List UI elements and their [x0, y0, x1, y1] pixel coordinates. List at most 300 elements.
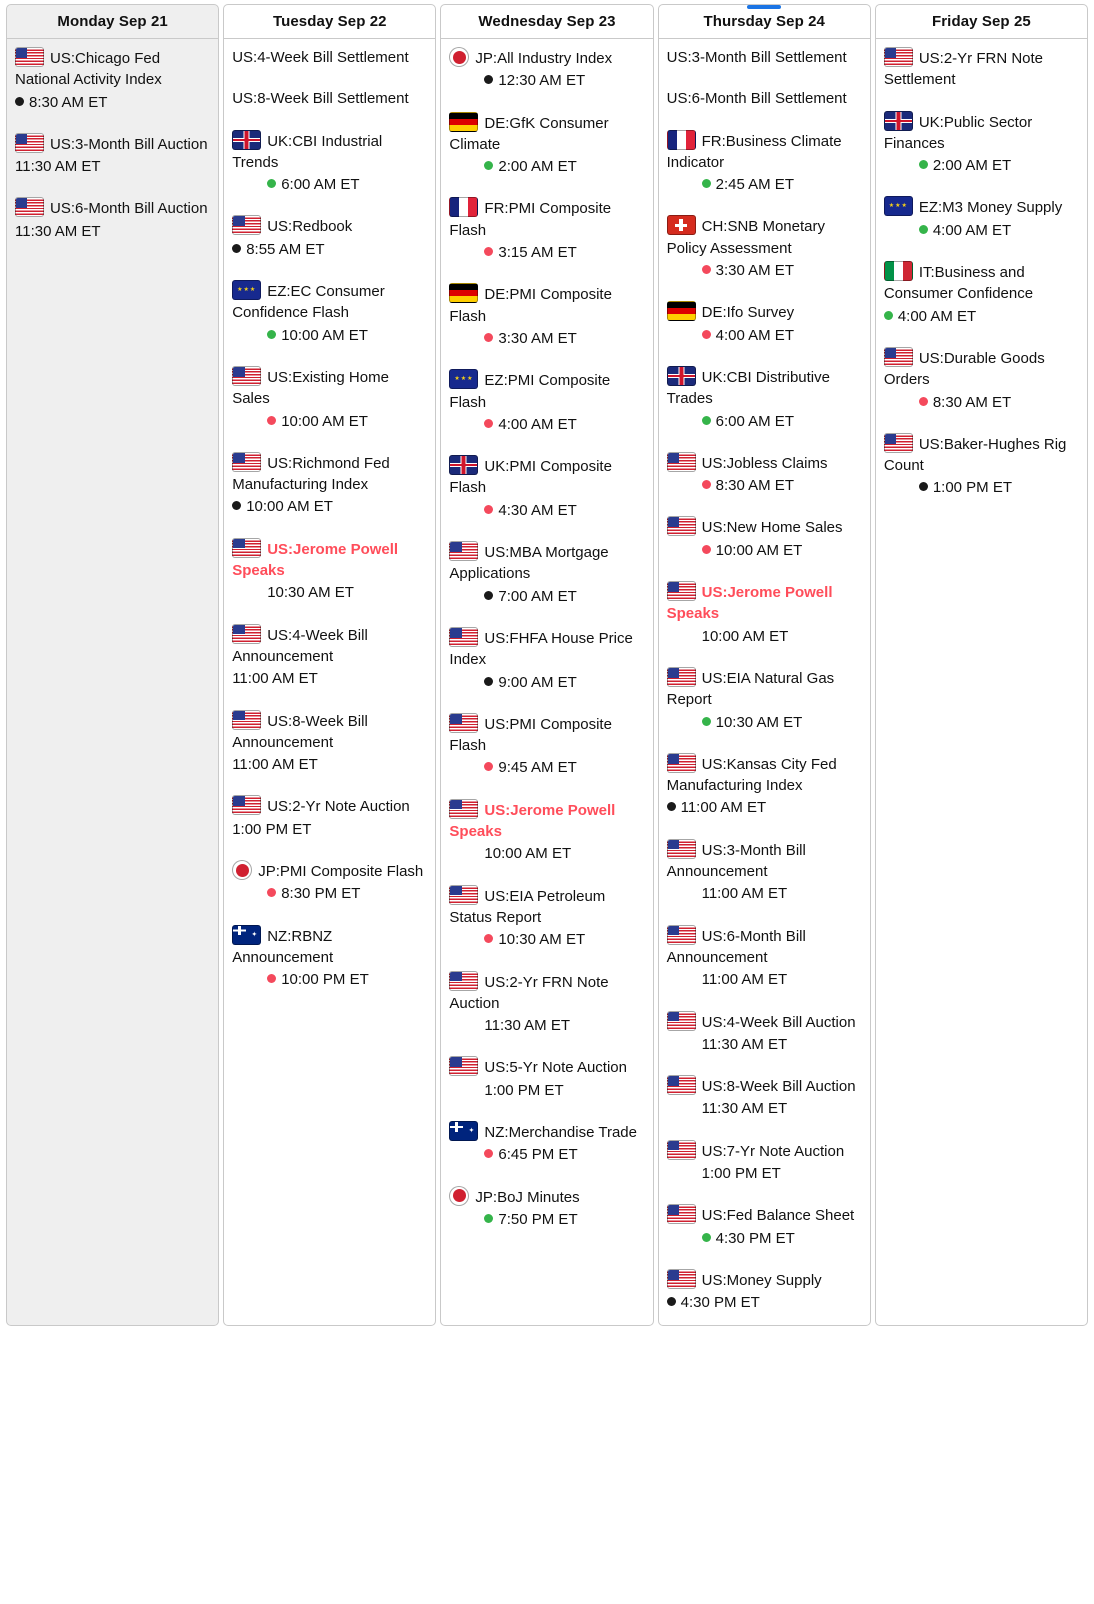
event-time: [667, 411, 862, 432]
event-title-row: [449, 971, 644, 1015]
event-time: [667, 475, 862, 496]
calendar-event[interactable]: [232, 88, 427, 109]
event-time: [449, 1080, 644, 1101]
event-time-text: 8:30 AM ET: [715, 477, 794, 495]
event-title-row: [884, 47, 1079, 91]
impact-dot-icon: [919, 160, 928, 169]
impact-dot-icon: [267, 330, 276, 339]
flag-icon-us: [667, 839, 696, 859]
event-time: [884, 477, 1079, 498]
calendar-event[interactable]: [667, 667, 862, 733]
flag-icon-fr: [449, 197, 478, 217]
flag-icon-jp: [449, 47, 469, 67]
event-title-row: [449, 1121, 644, 1143]
event-title-row: [449, 627, 644, 671]
flag-icon-us: [667, 452, 696, 472]
impact-dot-icon: [702, 1233, 711, 1242]
event-title-row: [232, 860, 427, 882]
flag-icon-de: [449, 283, 478, 303]
event-time: [449, 1144, 644, 1165]
event-title: US:PMI Composite Flash: [449, 715, 612, 755]
calendar-event[interactable]: [667, 1075, 862, 1120]
event-time: [667, 883, 862, 904]
event-title: US:4-Week Bill Settlement: [232, 49, 409, 66]
calendar-event[interactable]: [667, 130, 862, 196]
event-title: US:6-Month Bill Settlement: [666, 90, 847, 108]
calendar-event[interactable]: [449, 1186, 644, 1231]
calendar-event[interactable]: [884, 47, 1079, 91]
event-title: US:2-Yr Note Auction: [267, 798, 410, 816]
event-time: [232, 668, 427, 689]
calendar-event[interactable]: [232, 215, 427, 260]
event-time-text: 12:30 AM ET: [498, 72, 586, 90]
event-time-text: 10:00 PM ET: [281, 971, 369, 989]
calendar-event[interactable]: [232, 366, 427, 432]
event-time: [884, 392, 1079, 413]
event-title: US:Money Supply: [701, 1271, 822, 1289]
event-title: US:7-Yr Note Auction: [701, 1142, 845, 1160]
event-time-text: 3:30 AM ET: [498, 329, 577, 347]
event-title-row: [667, 1269, 862, 1291]
event-title: US:Kansas City Fed Manufacturing Index: [666, 755, 837, 795]
flag-icon-us: [232, 795, 261, 815]
calendar-event[interactable]: [232, 280, 427, 346]
event-time-text: 2:45 AM ET: [715, 176, 794, 194]
calendar-event[interactable]: [449, 971, 644, 1037]
event-title-row: [884, 111, 1079, 155]
event-time-text: 10:00 AM ET: [281, 412, 368, 430]
flag-icon-uk: [884, 111, 913, 131]
event-time: [15, 92, 210, 113]
calendar-event[interactable]: [232, 452, 427, 518]
event-title-row: [667, 1011, 862, 1033]
event-title-row: [232, 624, 427, 668]
calendar-event[interactable]: [667, 1011, 862, 1056]
event-time: [667, 174, 862, 195]
day-header: Tuesday Sep 22: [224, 5, 435, 39]
event-time: [884, 220, 1079, 241]
day-header: Friday Sep 25: [876, 5, 1087, 39]
calendar-event[interactable]: [449, 112, 644, 178]
event-title: US:2-Yr FRN Note Settlement: [883, 50, 1044, 89]
event-title: NZ:Merchandise Trade: [484, 1123, 637, 1141]
event-time: [15, 156, 210, 177]
event-title: US:MBA Mortgage Applications: [449, 544, 609, 583]
event-title-row: [232, 925, 427, 969]
event-time: [449, 414, 644, 435]
event-time-text: 4:30 AM ET: [498, 501, 577, 519]
event-time: [667, 797, 862, 818]
calendar-event[interactable]: [884, 261, 1079, 327]
event-time: [667, 540, 862, 561]
flag-icon-us: [232, 366, 261, 386]
day-header: Monday Sep 21: [7, 5, 218, 39]
event-title-row: [232, 130, 427, 174]
impact-dot-icon: [884, 311, 893, 320]
event-time: [449, 70, 644, 91]
calendar-event-highlighted[interactable]: [232, 538, 427, 604]
calendar-event[interactable]: [667, 366, 862, 432]
event-time: [232, 239, 427, 260]
event-time-text: 11:30 AM ET: [15, 158, 101, 176]
calendar-event-highlighted[interactable]: [449, 799, 644, 865]
impact-dot-icon: [919, 397, 928, 406]
event-title: JP:BoJ Minutes: [475, 1188, 580, 1206]
calendar-event[interactable]: [667, 925, 862, 991]
day-events-list: [876, 39, 1087, 1325]
impact-dot-icon: [232, 501, 241, 510]
calendar-event[interactable]: [449, 541, 644, 607]
impact-dot-icon: [484, 934, 493, 943]
impact-dot-icon: [702, 717, 711, 726]
impact-dot-icon: [267, 179, 276, 188]
impact-dot-icon: [15, 97, 24, 106]
event-time-text: 10:00 AM ET: [715, 541, 803, 559]
calendar-event[interactable]: [449, 1121, 644, 1166]
event-title: US:Richmond Fed Manufacturing Index: [232, 454, 390, 494]
event-time-text: 10:00 AM ET: [484, 845, 572, 863]
event-title-row: [884, 347, 1079, 391]
event-title-row: [449, 455, 644, 499]
event-time-text: 8:30 AM ET: [932, 393, 1012, 411]
event-time-text: 2:00 AM ET: [932, 157, 1012, 175]
calendar-event[interactable]: [449, 627, 644, 693]
flag-icon-jp: [449, 1186, 469, 1206]
flag-icon-us: [449, 1056, 478, 1076]
event-time: [667, 260, 862, 281]
event-title: UK:CBI Distributive Trades: [666, 368, 830, 408]
event-title: US:2-Yr FRN Note Auction: [449, 973, 609, 1012]
event-title-row: [232, 538, 427, 582]
flag-icon-us: [449, 971, 478, 991]
flag-icon-us: [15, 197, 44, 217]
calendar-event[interactable]: [449, 283, 644, 349]
day-events-list: [441, 39, 652, 1325]
event-time: [667, 1163, 862, 1184]
calendar-event[interactable]: [884, 196, 1079, 241]
event-title-row: [449, 541, 644, 585]
event-title-row: [449, 799, 644, 843]
flag-icon-us: [15, 133, 44, 153]
impact-dot-icon: [267, 416, 276, 425]
event-time-text: 11:30 AM ET: [701, 1100, 788, 1118]
flag-icon-us: [667, 581, 696, 601]
flag-icon-nz: [449, 1121, 478, 1141]
calendar-event[interactable]: [667, 452, 862, 497]
event-title-row: [667, 925, 862, 969]
event-title: US:6-Month Bill Announcement: [666, 927, 806, 966]
event-time: [232, 174, 427, 195]
event-time-text: 10:30 AM ET: [715, 713, 803, 731]
flag-icon-us: [667, 1011, 696, 1031]
flag-icon-us: [884, 433, 913, 453]
event-title: US:EIA Natural Gas Report: [666, 669, 835, 709]
event-time-text: 2:00 AM ET: [498, 158, 577, 176]
event-time-text: 10:00 AM ET: [281, 326, 368, 344]
event-time: [884, 155, 1079, 176]
calendar-event[interactable]: [667, 839, 862, 905]
event-time-text: 11:00 AM ET: [232, 756, 318, 774]
event-title-row: [232, 795, 427, 817]
day-events-list: [659, 39, 870, 1325]
event-title: US:Jerome Powell Speaks: [449, 801, 616, 841]
flag-icon-us: [449, 627, 478, 647]
impact-dot-icon: [702, 545, 711, 554]
event-time-text: 3:30 AM ET: [715, 262, 794, 280]
event-time-text: 11:30 AM ET: [15, 222, 101, 240]
event-title: JP:PMI Composite Flash: [258, 863, 424, 881]
impact-dot-icon: [484, 333, 493, 342]
event-time-text: 1:00 PM ET: [232, 820, 312, 838]
event-time: [449, 586, 644, 607]
impact-dot-icon: [484, 591, 493, 600]
event-title: NZ:RBNZ Announcement: [232, 927, 334, 966]
event-title-row: [449, 369, 644, 413]
event-title-row: [449, 197, 644, 241]
event-title-row: [667, 839, 862, 883]
event-title-row: [449, 47, 644, 69]
event-time: [667, 1098, 862, 1119]
event-time: [449, 1209, 644, 1230]
flag-icon-us: [449, 799, 478, 819]
event-time: [449, 1015, 644, 1036]
event-title-row: [232, 710, 427, 754]
event-time: [15, 221, 210, 242]
flag-icon-fr: [667, 130, 696, 150]
event-title: UK:Public Sector Finances: [883, 113, 1033, 152]
calendar-event[interactable]: [449, 885, 644, 951]
event-title: FR:Business Climate Indicator: [666, 132, 842, 171]
event-title: US:6-Month Bill Auction: [50, 200, 208, 218]
impact-dot-icon: [667, 1297, 676, 1306]
calendar-event[interactable]: [667, 301, 862, 346]
calendar-event[interactable]: [15, 47, 210, 113]
event-time-text: 11:00 AM ET: [701, 885, 788, 903]
calendar-event[interactable]: [449, 1056, 644, 1101]
event-time-text: 11:00 AM ET: [701, 971, 788, 989]
impact-dot-icon: [232, 244, 241, 253]
event-time-text: 11:00 AM ET: [232, 670, 318, 688]
event-title-row: [667, 1140, 862, 1162]
event-title: CH:SNB Monetary Policy Assessment: [666, 218, 825, 257]
flag-icon-ez: [884, 196, 913, 216]
event-time-text: 6:00 AM ET: [281, 176, 360, 194]
event-title-row: [667, 452, 862, 474]
event-time: [232, 496, 427, 517]
event-time: [232, 883, 427, 904]
calendar-event[interactable]: [449, 47, 644, 92]
calendar-event[interactable]: [232, 130, 427, 196]
event-time: [232, 969, 427, 990]
event-title-row: [884, 433, 1079, 477]
event-time-text: 11:00 AM ET: [680, 799, 767, 817]
event-title: EZ:M3 Money Supply: [918, 199, 1063, 217]
event-time-text: 10:30 AM ET: [267, 584, 354, 602]
event-title: US:8-Week Bill Announcement: [232, 712, 368, 751]
event-time-text: 4:00 AM ET: [715, 326, 794, 344]
event-title: UK:CBI Industrial Trends: [232, 132, 383, 171]
flag-icon-us: [232, 624, 261, 644]
impact-dot-icon: [919, 482, 928, 491]
calendar-event[interactable]: [667, 47, 862, 68]
event-title-row: [667, 667, 862, 711]
event-title: US:New Home Sales: [701, 519, 843, 537]
event-title-row: [667, 215, 862, 259]
calendar-event[interactable]: [884, 111, 1079, 177]
event-time: [667, 325, 862, 346]
flag-icon-us: [884, 347, 913, 367]
flag-icon-ez: [232, 280, 261, 300]
event-title-row: [232, 215, 427, 237]
flag-icon-us: [232, 538, 261, 558]
flag-icon-nz: [232, 925, 261, 945]
calendar-event[interactable]: [232, 624, 427, 690]
event-title-row: [449, 1056, 644, 1078]
flag-icon-us: [667, 667, 696, 687]
calendar-event[interactable]: [667, 753, 862, 819]
calendar-event[interactable]: [449, 197, 644, 263]
event-title: US:Fed Balance Sheet: [701, 1207, 855, 1225]
event-time-text: 8:30 AM ET: [29, 93, 108, 111]
event-title: DE:Ifo Survey: [701, 304, 795, 322]
calendar-event[interactable]: [15, 133, 210, 178]
calendar-event[interactable]: [449, 369, 644, 435]
event-title: IT:Business and Consumer Confidence: [883, 264, 1034, 303]
impact-dot-icon: [484, 419, 493, 428]
event-title-row: [667, 88, 862, 109]
event-time-text: 7:00 AM ET: [498, 587, 577, 605]
calendar-event[interactable]: [232, 925, 427, 991]
day-events-list: [224, 39, 435, 1325]
event-time: [232, 819, 427, 840]
calendar-event[interactable]: [884, 433, 1079, 499]
flag-icon-us: [232, 215, 261, 235]
impact-dot-icon: [484, 1149, 493, 1158]
flag-icon-us: [667, 516, 696, 536]
event-time-text: 7:50 PM ET: [498, 1210, 578, 1228]
calendar-event[interactable]: [667, 1269, 862, 1314]
calendar-event[interactable]: [449, 455, 644, 521]
event-title-row: [667, 581, 862, 625]
flag-icon-ez: [449, 369, 478, 389]
event-title: US:8-Week Bill Settlement: [232, 90, 409, 108]
impact-dot-icon: [702, 480, 711, 489]
flag-icon-us: [667, 1075, 696, 1095]
flag-icon-us: [15, 47, 44, 67]
calendar-event[interactable]: [232, 860, 427, 905]
event-title-row: [449, 1186, 644, 1208]
event-time-text: 1:00 PM ET: [932, 479, 1013, 497]
event-title-row: [667, 366, 862, 410]
flag-icon-us: [449, 885, 478, 905]
day-column-tuesday: [223, 4, 436, 1326]
calendar-event[interactable]: [667, 215, 862, 281]
event-title: US:Jerome Powell Speaks: [666, 584, 833, 623]
event-time: [667, 1228, 862, 1249]
impact-dot-icon: [484, 247, 493, 256]
impact-dot-icon: [919, 225, 928, 234]
flag-icon-uk: [232, 130, 261, 150]
event-time-text: 1:00 PM ET: [484, 1081, 564, 1099]
event-time-text: 10:00 AM ET: [701, 627, 789, 645]
flag-icon-us: [449, 541, 478, 561]
calendar-event[interactable]: [667, 88, 862, 109]
calendar-event[interactable]: [232, 47, 427, 68]
impact-dot-icon: [484, 75, 493, 84]
event-title: US:Jerome Powell Speaks: [232, 540, 399, 580]
calendar-event[interactable]: [884, 347, 1079, 413]
flag-icon-us: [667, 753, 696, 773]
event-time: [667, 1034, 862, 1055]
event-title: US:Durable Goods Orders: [883, 349, 1045, 389]
event-title: US:3-Month Bill Auction: [50, 135, 208, 153]
day-header: Wednesday Sep 23: [441, 5, 652, 39]
event-time: [449, 672, 644, 693]
event-time-text: 6:00 AM ET: [715, 412, 794, 430]
calendar-event[interactable]: [449, 713, 644, 779]
flag-icon-us: [667, 1269, 696, 1289]
flag-icon-us: [667, 1204, 696, 1224]
calendar-event[interactable]: [667, 516, 862, 561]
flag-icon-ch: [667, 215, 696, 235]
event-time: [667, 712, 862, 733]
event-title-row: [15, 47, 210, 91]
event-title: US:4-Week Bill Announcement: [232, 626, 368, 665]
day-column-friday: [875, 4, 1088, 1326]
impact-dot-icon: [267, 974, 276, 983]
event-title-row: [667, 301, 862, 323]
calendar-event[interactable]: [667, 1140, 862, 1185]
event-title: US:Baker-Hughes Rig Count: [883, 435, 1067, 475]
event-time: [232, 582, 427, 603]
calendar-event[interactable]: [667, 1204, 862, 1249]
event-time-text: 1:00 PM ET: [701, 1164, 781, 1182]
event-title: FR:PMI Composite Flash: [449, 200, 612, 239]
day-header: Thursday Sep 24: [659, 5, 870, 39]
flag-icon-us: [667, 1140, 696, 1160]
calendar-event[interactable]: [232, 795, 427, 840]
event-title-row: [667, 753, 862, 797]
event-title: EZ:EC Consumer Confidence Flash: [232, 283, 385, 322]
event-time: [449, 843, 644, 864]
flag-icon-de: [667, 301, 696, 321]
flag-icon-us: [232, 452, 261, 472]
day-column-thursday: [658, 4, 871, 1326]
day-events-list: [7, 39, 218, 1325]
event-time: [232, 411, 427, 432]
flag-icon-jp: [232, 860, 252, 880]
event-title-row: [232, 366, 427, 410]
impact-dot-icon: [267, 888, 276, 897]
calendar-event-highlighted[interactable]: [667, 581, 862, 647]
event-time: [667, 1292, 862, 1313]
event-time-text: 4:00 AM ET: [498, 415, 577, 433]
event-title: US:Chicago Fed National Activity Index: [15, 50, 162, 89]
event-time: [449, 328, 644, 349]
event-title-row: [667, 130, 862, 174]
flag-icon-uk: [449, 455, 478, 475]
calendar-event[interactable]: [232, 710, 427, 776]
event-title: US:EIA Petroleum Status Report: [449, 887, 606, 926]
event-title: DE:GfK Consumer Climate: [449, 114, 609, 153]
calendar-event[interactable]: [15, 197, 210, 242]
event-time: [449, 757, 644, 778]
event-title-row: [667, 516, 862, 538]
event-time-text: 6:45 PM ET: [498, 1146, 578, 1164]
event-title-row: [449, 885, 644, 929]
event-title-row: [667, 47, 862, 68]
event-time: [667, 626, 862, 647]
